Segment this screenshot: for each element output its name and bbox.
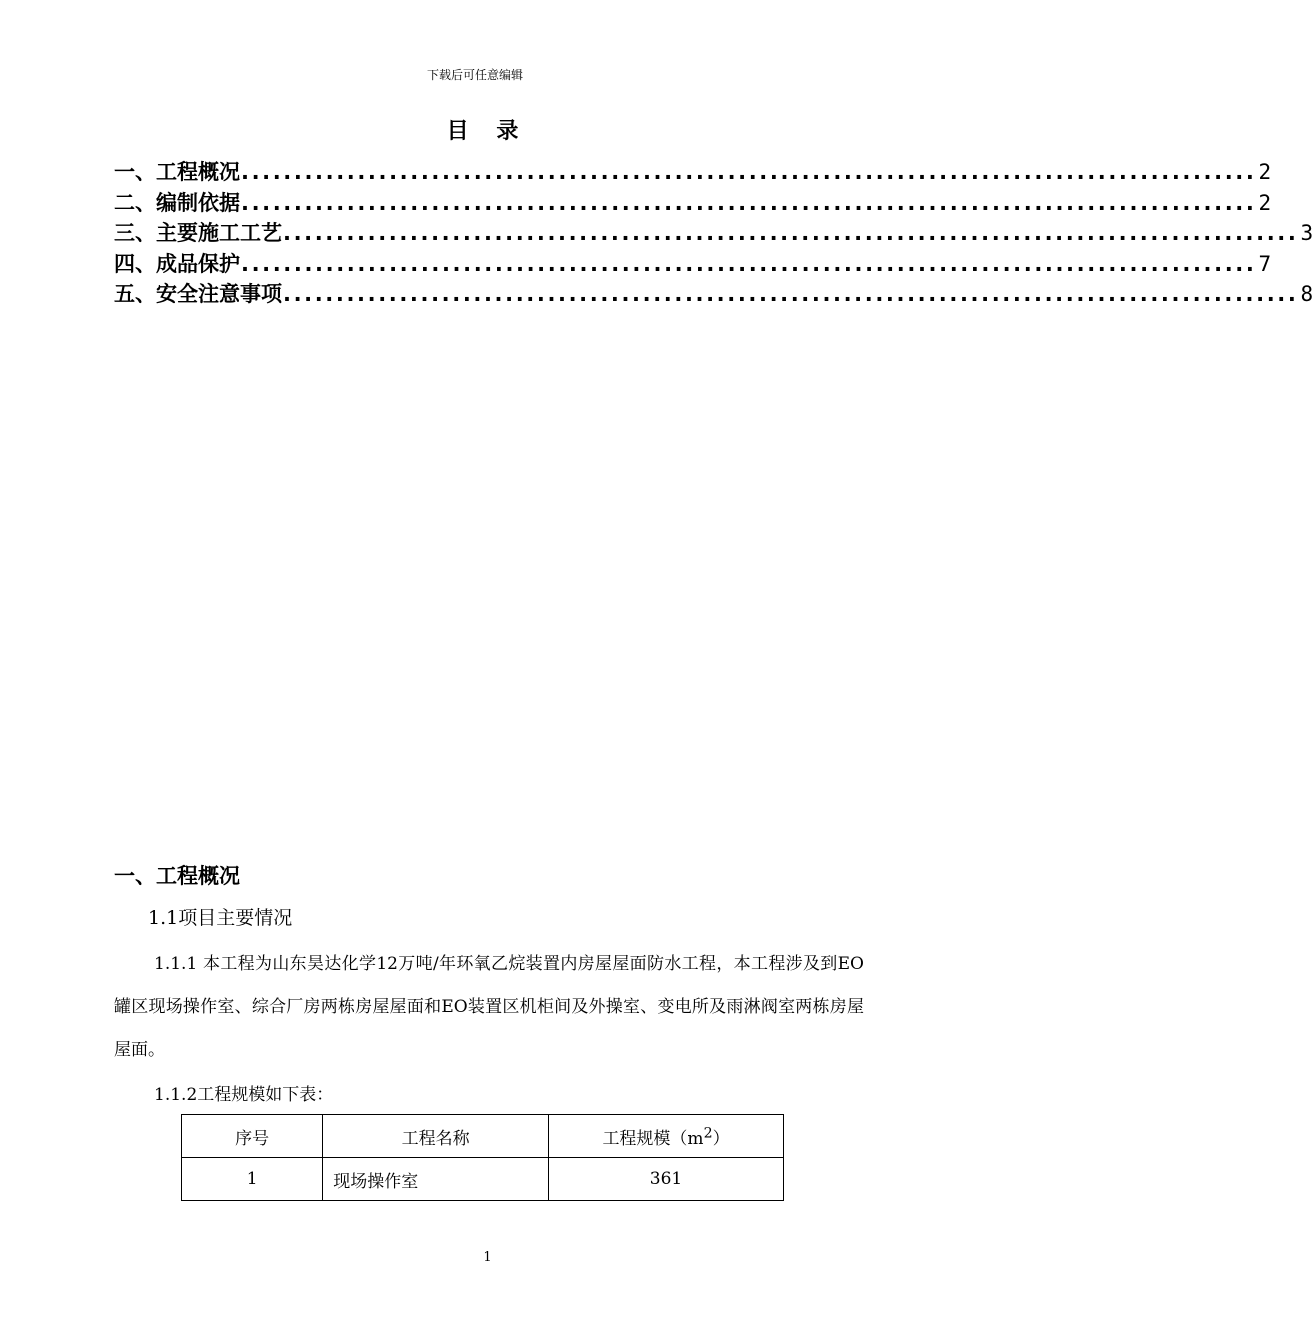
- table-header-row: [182, 1115, 784, 1158]
- toc-item[interactable]: [114, 248, 1272, 279]
- toc-item-label: 二、编制依据: [114, 190, 240, 215]
- toc-dot-leader: ................................................................................................: [241, 160, 1257, 184]
- toc-item-page: 8: [1300, 282, 1313, 306]
- cell-no: 1: [182, 1158, 323, 1201]
- toc-item[interactable]: [114, 278, 1313, 309]
- toc-item[interactable]: [114, 187, 1272, 218]
- section-heading: 一、工程概况: [114, 864, 240, 888]
- cell-scale: 361: [549, 1158, 784, 1201]
- table-of-contents: [114, 156, 1313, 309]
- header-cell-scale: [549, 1115, 784, 1158]
- toc-title: 目 录: [446, 119, 529, 144]
- table-intro: 1.1.2工程规模如下表：: [154, 1085, 334, 1105]
- toc-item-label: 五、安全注意事项: [114, 282, 282, 306]
- toc-dot-leader: ................................................................................................: [241, 190, 1257, 215]
- toc-item[interactable]: [114, 156, 1272, 187]
- header-cell-no: 序号: [182, 1115, 323, 1158]
- header-cell-name: 工程名称: [323, 1115, 549, 1158]
- toc-item-label: 三、主要施工工艺: [114, 221, 282, 245]
- toc-dot-leader: ................................................................................................: [283, 221, 1299, 245]
- toc-item[interactable]: [114, 217, 1313, 248]
- header-scale-superscript: 2: [703, 1124, 713, 1141]
- subsection-heading: 1.1项目主要情况: [148, 907, 293, 929]
- toc-item-page: 7: [1258, 251, 1272, 276]
- header-scale-text: 工程规模（m: [602, 1128, 704, 1149]
- header-note: 下载后可任意编辑: [426, 68, 523, 82]
- toc-item-label: 四、成品保护: [114, 251, 240, 276]
- project-scale-table: [181, 1114, 784, 1201]
- toc-item-label: 一、工程概况: [114, 160, 240, 184]
- cell-name: 现场操作室: [323, 1158, 549, 1201]
- header-scale-close: ）: [712, 1128, 730, 1149]
- toc-item-page: 2: [1258, 190, 1272, 215]
- page-number: 1: [483, 1250, 492, 1265]
- toc-dot-leader: ................................................................................................: [241, 251, 1257, 276]
- toc-item-page: 3: [1300, 221, 1313, 245]
- body-paragraph: 1.1.1 本工程为山东昊达化学12万吨/年环氧乙烷装置内房屋屋面防水工程，本工程涉及到EO罐区现场操作室、综合厂房两栋房屋屋面和EO装置区机柜间及外操室、变电所及雨淋阀室两栋房屋屋面。: [114, 954, 864, 1060]
- toc-item-page: 2: [1258, 160, 1272, 184]
- table-row: [182, 1158, 784, 1201]
- toc-dot-leader: ................................................................................................: [283, 282, 1299, 306]
